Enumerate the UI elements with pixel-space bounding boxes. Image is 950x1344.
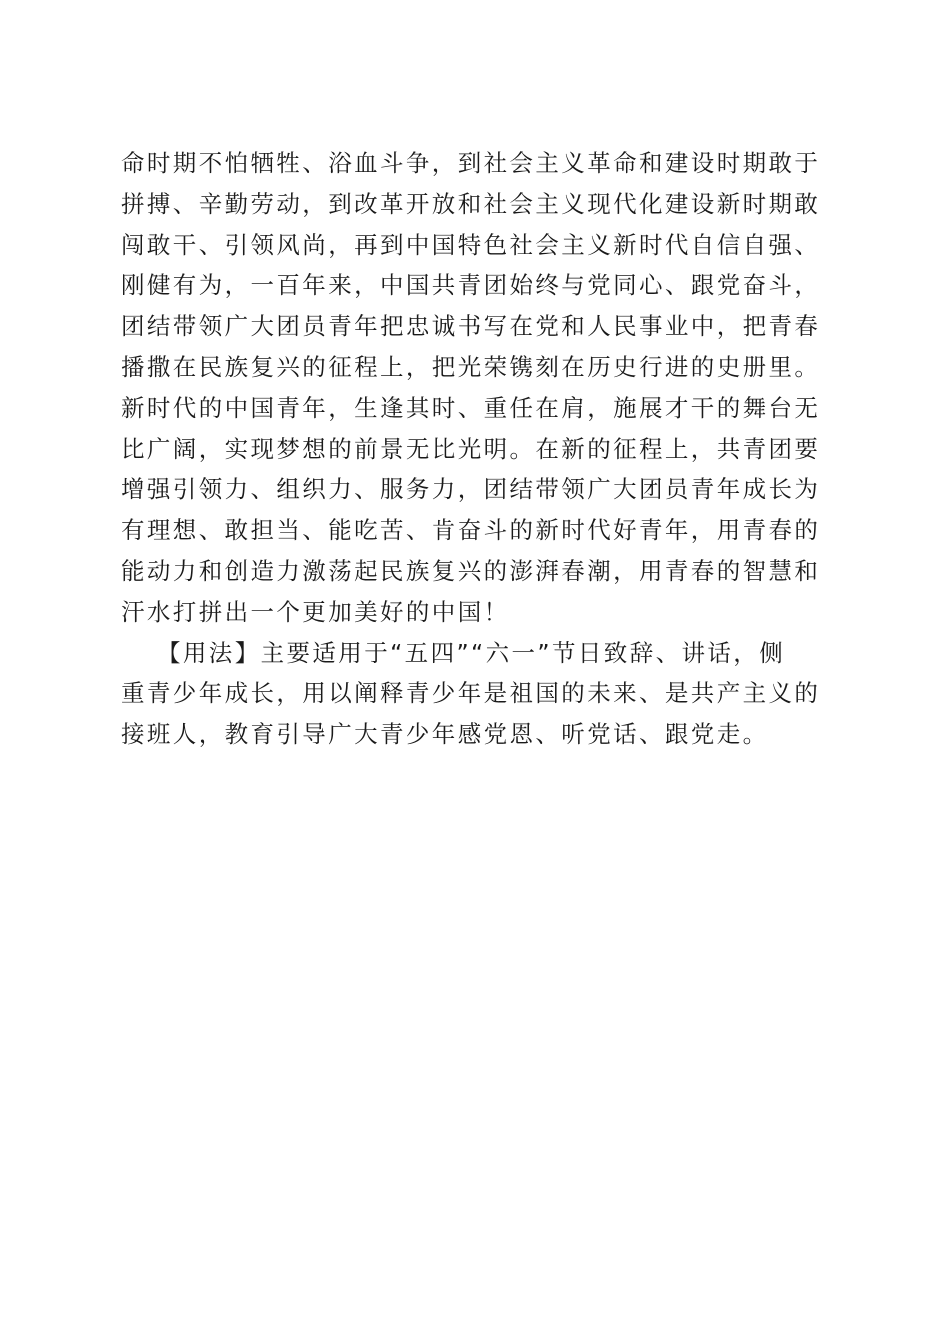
text-line: 重青少年成长，用以阐释青少年是祖国的未来、是共产主义的 bbox=[121, 679, 821, 708]
text-line: 闯敢干、引领风尚，再到中国特色社会主义新时代自信自强、 bbox=[121, 230, 821, 259]
paragraph-main bbox=[121, 143, 825, 633]
usage-line-first: 【用法】主要适用于“五四”“六一”节日致辞、讲话，侧 bbox=[157, 638, 786, 667]
text-line: 接班人，教育引导广大青少年感党恩、听党话、跟党走。 bbox=[121, 720, 769, 749]
text-line: 能动力和创造力激荡起民族复兴的澎湃春潮，用青春的智慧和 bbox=[121, 556, 821, 585]
text-line: 汗水打拼出一个更加美好的中国！ bbox=[121, 597, 510, 626]
text-line: 刚健有为，一百年来，中国共青团始终与党同心、跟党奋斗， bbox=[121, 271, 821, 300]
text-line: 团结带领广大团员青年把忠诚书写在党和人民事业中，把青春 bbox=[121, 312, 821, 341]
text-line: 命时期不怕牺牲、浴血斗争，到社会主义革命和建设时期敢于 bbox=[121, 149, 821, 177]
text-line: 有理想、敢担当、能吃苦、肯奋斗的新时代好青年，用青春的 bbox=[121, 516, 821, 545]
text-line: 播撒在民族复兴的征程上，把光荣镌刻在历史行进的史册里。 bbox=[121, 352, 821, 381]
body-text bbox=[121, 143, 825, 755]
text-line: 比广阔，实现梦想的前景无比光明。在新的征程上，共青团要 bbox=[121, 434, 821, 463]
paragraph-usage bbox=[121, 633, 825, 755]
text-line: 新时代的中国青年，生逢其时、重任在肩，施展才干的舞台无 bbox=[121, 393, 821, 422]
text-line: 拼搏、辛勤劳动，到改革开放和社会主义现代化建设新时期敢 bbox=[121, 189, 821, 218]
text-line: 增强引领力、组织力、服务力，团结带领广大团员青年成长为 bbox=[121, 475, 821, 504]
